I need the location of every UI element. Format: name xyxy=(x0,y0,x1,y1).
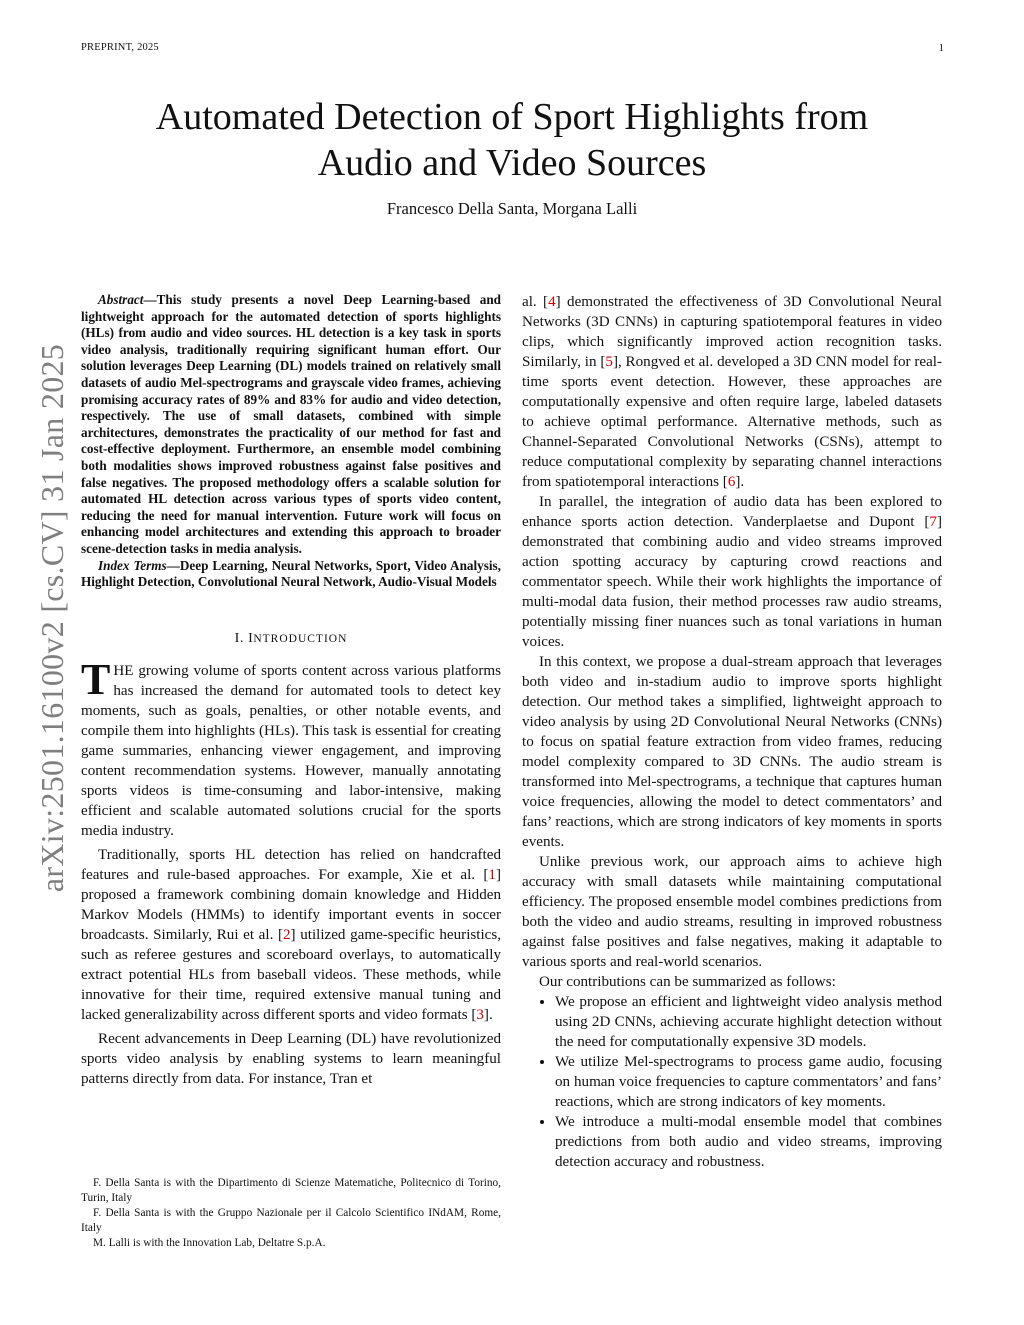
intro-p1-caps: HE xyxy=(113,662,134,679)
drop-cap: T xyxy=(81,654,111,704)
contribution-item: • We introduce a multi-modal ensemble model that combines predictions from both audio and video streams, improving detection accuracy and robustness. xyxy=(555,1112,942,1172)
abstract-text: This study presents a novel Deep Learning-based and lightweight approach for the automated detection of sports highlights (HLs) from audio and video sources. HL detection is a key task in sports video analysis, traditionally requiring significant human effort. Our solution leverages Deep Learning (DL) models trained on relatively small datasets of audio Mel-spectrograms and grayscale video frames, achieving promising accuracy rates of 89% and 83% for audio and video detection, respectively. The use of small datasets, combined with simple architectures, demonstrates the practicality of our method for fast and cost-effective deployment. Furthermore, an ensemble model combining both modalities shows improved robustness against false positives and false negatives. The proposed methodology offers a scalable solution for automated HL detection across various types of sports video content, reducing the need for manual intervention. Future work will focus on enhancing model architectures and extending this approach to broader scene-detection tasks in media analysis. xyxy=(81,292,501,556)
section-first-letter: I xyxy=(248,630,254,646)
paper-title xyxy=(100,94,924,186)
index-terms xyxy=(81,558,501,591)
page-number: 1 xyxy=(938,42,944,54)
citation-link-6[interactable]: 6 xyxy=(727,474,736,490)
abstract-label: Abstract xyxy=(98,292,144,307)
index-terms-text: Deep Learning, Neural Networks, Sport, Video Analysis, Highlight Detection, Convolutional Neural Network, Audio-Visual Models xyxy=(81,557,501,590)
citation-link-1[interactable]: 1 xyxy=(488,866,496,883)
footnote-affiliation-2: F. Della Santa is with the Gruppo Nazionale per il Calcolo Scientifico INdAM, Rome, Italy xyxy=(81,1207,501,1234)
contribution-item: • We utilize Mel-spectrograms to process game audio, focusing on human voice frequencies to capture commentators’ and fans’ reactions, which are strong indicators of key moments. xyxy=(555,1052,942,1112)
title-line-2: Audio and Video Sources xyxy=(317,142,707,184)
intro-p4-text-a: In parallel, the integration of audio data has been explored to enhance sports action detection. Vanderplaetse and Dupont [ xyxy=(522,494,942,530)
section-heading-introduction xyxy=(81,629,501,649)
title-line-1: Automated Detection of Sport Highlights from xyxy=(155,96,869,138)
footnote-affiliation-3: M. Lalli is with the Innovation Lab, Deltatre S.p.A. xyxy=(93,1237,326,1249)
contributions-list xyxy=(522,992,942,1172)
intro-paragraph-4 xyxy=(522,492,942,652)
index-terms-label: Index Terms xyxy=(98,557,167,573)
intro-p2-text-a: Traditionally, sports HL detection has relied on handcrafted features and rule-based approaches. For example, Xie et al. [ xyxy=(81,846,501,883)
abstract xyxy=(81,292,501,558)
intro-paragraph-1 xyxy=(81,654,501,841)
intro-paragraph-5: In this context, we propose a dual-stream approach that leverages both video and in-stadium audio to improve sports highlight detection. Our method takes a simplified, lightweight approach to video analysis by using 2D Convolutional Neural Networks (CNNs) to focus on spatial feature extraction from video frames, reducing model complexity compared to 3D CNNs. The audio stream is transformed into Mel-spectrograms, a technique that captures human voice frequencies, allowing the model to detect commentators’ and fans’ reactions, which are strong indicators of key moments in sports events. xyxy=(522,654,942,850)
section-numeral: I. xyxy=(234,630,244,646)
abstract-dash: — xyxy=(143,292,157,307)
intro-p3-text-d: ], Rongved et al. developed a 3D CNN model for real-time sports event detection. However, these approaches are computationally expensive and often require large, labeled datasets to achieve optimal performance. Alternative methods, such as Channel-Separated Convolutional Networks (CSNs), attempt to reduce computational complexity by separating channel interactions from spatiotemporal interactions [ xyxy=(522,354,942,490)
intro-p3-text-b: al. [ xyxy=(522,294,549,310)
citation-link-2[interactable]: 2 xyxy=(283,926,291,943)
running-header: PREPRINT, 2025 xyxy=(81,42,159,53)
right-column xyxy=(522,292,942,1172)
intro-paragraph-3-cont xyxy=(522,292,942,492)
footnotes xyxy=(81,1176,501,1252)
arxiv-identifier-stamp: arXiv:2501.16100v2 [cs.CV] 31 Jan 2025 xyxy=(34,343,70,893)
citation-link-3[interactable]: 3 xyxy=(476,1006,484,1023)
intro-p2-text-d: ]. xyxy=(483,1006,493,1023)
intro-p4-text-b: ] demonstrated that combining audio and video streams improved action spotting accuracy by capturing crowd reactions and commentator speech. While their work highlights the importance of multi-modal data fusion, their method processes raw audio streams, potentially missing finer nuances such as tonal variations in human voices. xyxy=(522,514,942,650)
intro-paragraph-3-start: Recent advancements in Deep Learning (DL) have revolutionized sports video analysis by enabling systems to learn meaningful patterns directly from data. For instance, Tran et xyxy=(81,1030,501,1087)
intro-p3-text-c: ] demonstrated the effectiveness of 3D Convolutional Neural Networks (3D CNNs) in capturing spatiotemporal features in video clips, which significantly improved action recognition tasks. Similarly, in [ xyxy=(522,294,943,370)
intro-paragraph-2 xyxy=(81,845,501,1025)
index-terms-dash: — xyxy=(166,557,180,573)
left-column xyxy=(81,292,501,1089)
intro-p3-text-e: ]. xyxy=(735,474,745,490)
section-title-rest: NTRODUCTION xyxy=(253,632,348,645)
citation-link-5[interactable]: 5 xyxy=(605,354,613,370)
contribution-item: • We propose an efficient and lightweight video analysis method using 2D CNNs, achieving accurate highlight detection without the need for computationally expensive 3D models. xyxy=(555,992,942,1052)
intro-p2-text-b: ] proposed a framework combining domain knowledge and Hidden Markov Models (HMMs) to identify important events in soccer broadcasts. Similarly, Rui et al. [ xyxy=(81,866,501,943)
citation-link-7[interactable]: 7 xyxy=(929,514,937,530)
citation-link-4[interactable]: 4 xyxy=(548,294,556,310)
intro-paragraph-6: Unlike previous work, our approach aims to achieve high accuracy with small datasets while maintaining computational efficiency. The proposed ensemble model combines predictions from both the video and audio streams, resulting in improved robustness against false positives and false negatives, making it adaptable to various sports and real-world scenarios. xyxy=(522,854,942,970)
intro-paragraph-7: Our contributions can be summarized as follows: xyxy=(539,974,836,990)
footnote-affiliation-1: F. Della Santa is with the Dipartimento di Scienze Matematiche, Politecnico di Torino, Turin, Italy xyxy=(81,1177,501,1204)
intro-p2-text-c: ] utilized game-specific heuristics, such as referee gestures and scoreboard overlays, to automatically extract potential HLs from baseball videos. These methods, while innovative for their time, required extensive manual tuning and lacked generalizability across different sports and video formats [ xyxy=(81,926,501,1023)
intro-p1-text: growing volume of sports content across various platforms has increased the demand for automated tools to detect key moments, such as goals, penalties, or other notable events, and compile them into highlights (HLs). This task is essential for creating game summaries, enhancing viewer engagement, and improving content recommendation systems. However, manually annotating sports videos is time-consuming and labor-intensive, making efficient and scalable automated solutions crucial for the sports media industry. xyxy=(81,662,501,839)
author-list: Francesco Della Santa, Morgana Lalli xyxy=(386,199,638,218)
